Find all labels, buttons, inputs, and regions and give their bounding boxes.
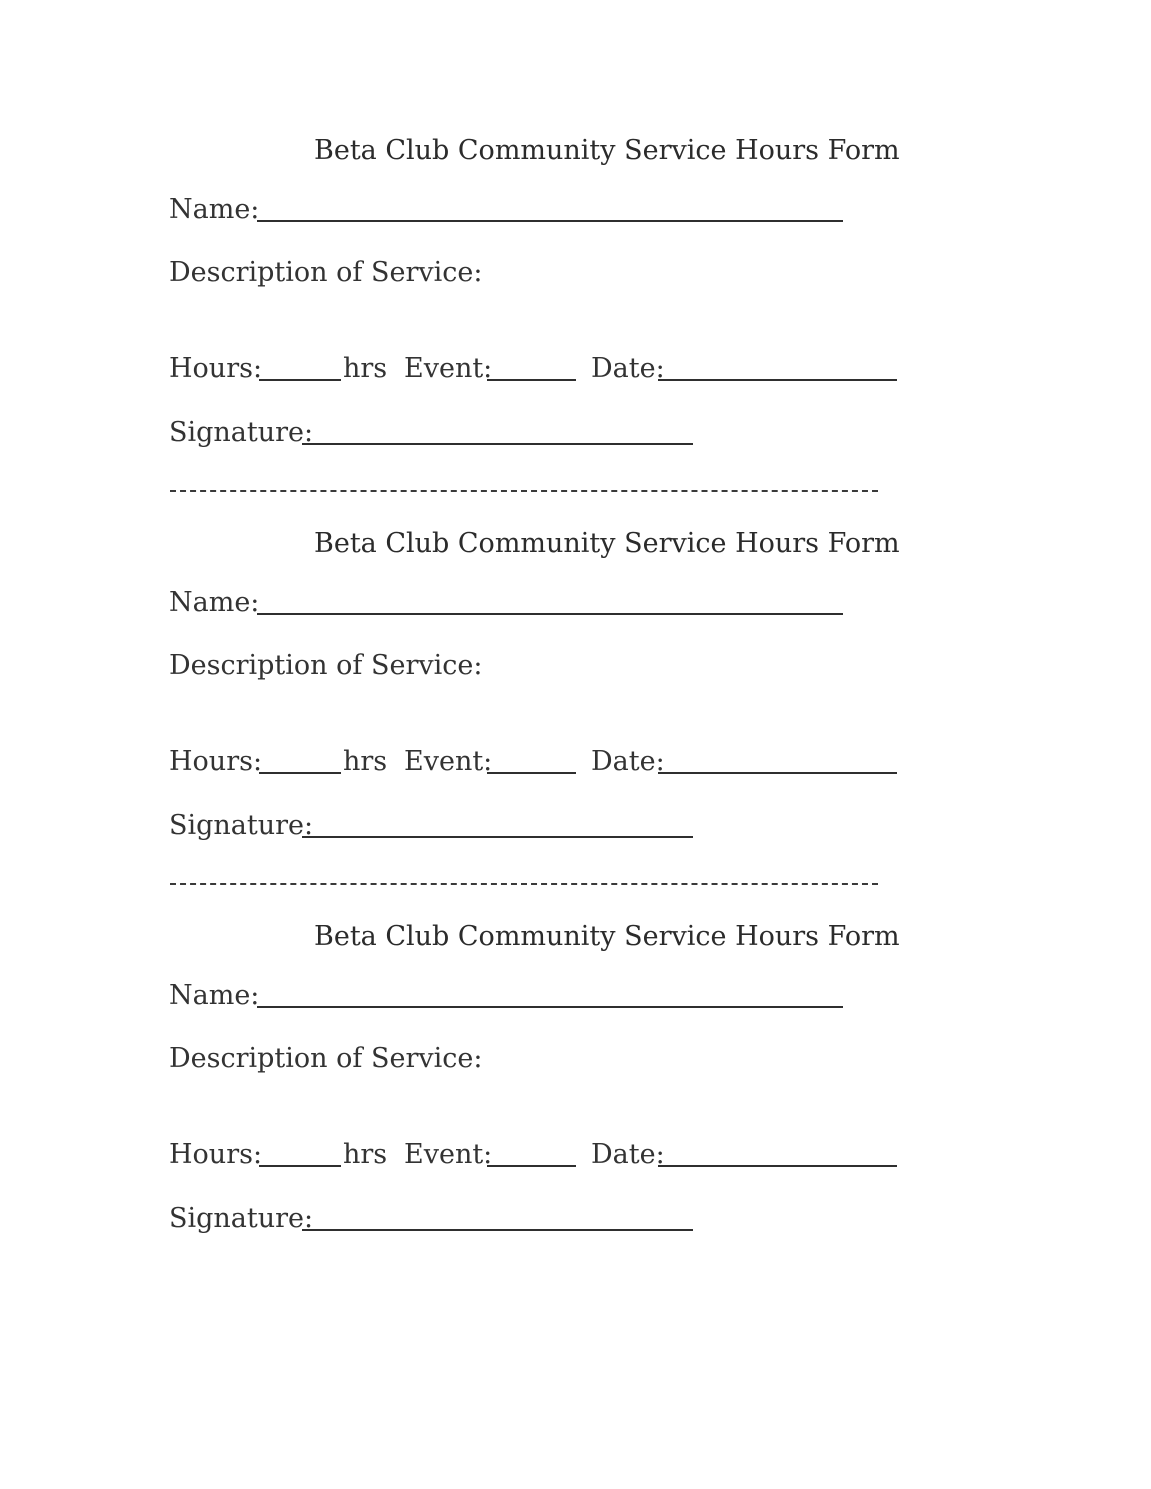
form-title: Beta Club Community Service Hours Form <box>314 528 900 559</box>
signature-label: Signature: <box>169 810 314 841</box>
date-label: Date: <box>591 746 665 777</box>
description-label: Description of Service: <box>169 257 483 288</box>
date-label: Date: <box>591 1139 665 1170</box>
form-title: Beta Club Community Service Hours Form <box>314 921 900 952</box>
description-label: Description of Service: <box>169 1043 483 1074</box>
description-label: Description of Service: <box>169 650 483 681</box>
name-blank-line[interactable] <box>257 613 843 615</box>
hours-label: Hours: <box>169 1139 263 1170</box>
hrs-unit-label: hrs <box>343 1139 388 1170</box>
date-label: Date: <box>591 353 665 384</box>
hours-label: Hours: <box>169 353 263 384</box>
date-blank-line[interactable] <box>658 1165 897 1167</box>
date-blank-line[interactable] <box>658 772 897 774</box>
name-label: Name: <box>169 980 260 1011</box>
date-blank-line[interactable] <box>658 379 897 381</box>
event-label: Event: <box>404 746 493 777</box>
form-title: Beta Club Community Service Hours Form <box>314 135 900 166</box>
service-hours-form-1 <box>0 0 1151 448</box>
name-blank-line[interactable] <box>257 220 843 222</box>
name-label: Name: <box>169 587 260 618</box>
name-label: Name: <box>169 194 260 225</box>
service-hours-form-2 <box>0 393 1151 841</box>
name-blank-line[interactable] <box>257 1006 843 1008</box>
event-blank-line[interactable] <box>487 1165 576 1167</box>
signature-blank-line[interactable] <box>302 1229 693 1231</box>
signature-label: Signature: <box>169 1203 314 1234</box>
hours-blank-line[interactable] <box>259 379 341 381</box>
event-label: Event: <box>404 353 493 384</box>
event-blank-line[interactable] <box>487 772 576 774</box>
hours-blank-line[interactable] <box>259 1165 341 1167</box>
event-blank-line[interactable] <box>487 379 576 381</box>
hrs-unit-label: hrs <box>343 353 388 384</box>
hrs-unit-label: hrs <box>343 746 388 777</box>
service-hours-form-3 <box>0 786 1151 1234</box>
hours-blank-line[interactable] <box>259 772 341 774</box>
signature-label: Signature: <box>169 417 314 448</box>
event-label: Event: <box>404 1139 493 1170</box>
hours-label: Hours: <box>169 746 263 777</box>
